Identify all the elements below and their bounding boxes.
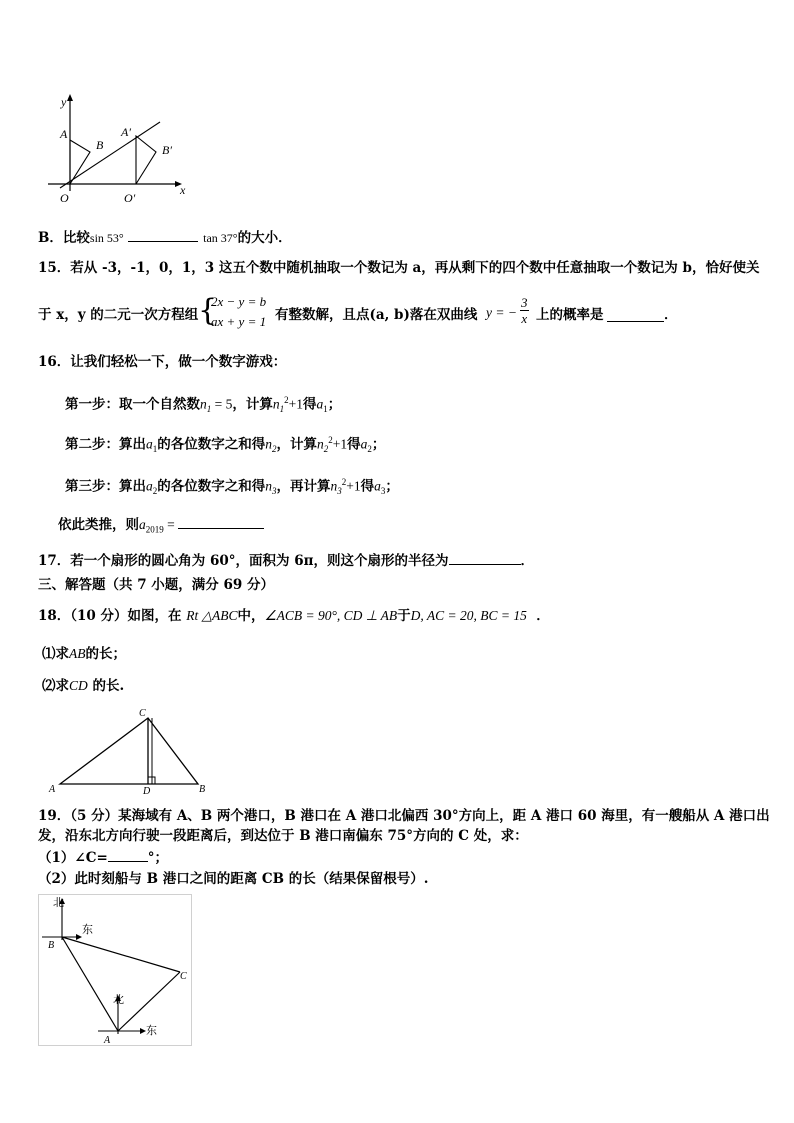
q14b-suffix: 的大小． [237, 230, 292, 246]
q16-conclusion [58, 514, 264, 540]
q15-line1: 15．若从 -3，-1，0，1，3 这五个数中随机抽取一个数记为 a，再从剩下的四个数中任意抽取一个数记为 b，恰好使关 [38, 260, 760, 276]
label-B: B [96, 138, 104, 152]
label-A: A [60, 127, 68, 141]
q16-step2-b: 的各位数字之和得 [157, 436, 266, 453]
fig19-east-B: 东 [82, 924, 93, 936]
triangle-ABC [60, 718, 198, 784]
q16-step1-end: ； [327, 396, 342, 413]
fig19-label-C: C [180, 971, 187, 982]
q15-eq2: ax + y = 1 [211, 314, 267, 329]
q16-step3-res-sub: 3 [380, 486, 386, 497]
q15-eq1: 2x − y = b [211, 294, 267, 309]
y-axis-arrow-icon [67, 94, 73, 101]
q16-step1-n: n [200, 396, 207, 412]
q16-step2-a: 第二步：算出 [65, 436, 146, 453]
q19-line1: 19．（5 分）某海域有 A、B 两个港口，B 港口在 A 港口北偏西 30°方向上，距 A 港口 60 海里，有一艘船从 A 港口出 [38, 808, 770, 824]
fig18-label-A: A [49, 784, 56, 795]
q18-end: ． [536, 608, 550, 624]
equation-brace-icon: { [198, 293, 218, 328]
q18-cond2: , AC = 20, BC = 15 [420, 608, 527, 623]
q16-step1-n2: n [272, 396, 280, 412]
q16-conclusion-var: a [139, 517, 146, 532]
label-B-prime: B′ [162, 143, 172, 157]
fig19-north-A: 北 [113, 994, 124, 1006]
q16-step3-n: n [265, 478, 272, 494]
q16-step3-n2: n [330, 478, 338, 494]
q15-frac-num: 3 [521, 295, 528, 310]
fig18-label-D: D [143, 786, 151, 796]
q18-part1 [42, 644, 126, 664]
q16-blank [178, 514, 264, 529]
triangle-figure-ABC [44, 706, 216, 796]
q16-step3-n-sub2: 3 [337, 486, 342, 497]
q16-step3-d: 得 [360, 478, 375, 495]
q15-hyperbola-lhs: y = − [486, 305, 517, 320]
q16-step2-var-sub: 1 [152, 444, 158, 455]
q15-line2-suffix: 上的概率是 [536, 307, 604, 323]
q16-step3-end: ； [385, 478, 399, 495]
q15-line2-prefix: 于 x，y 的二元一次方程组 [38, 307, 199, 323]
q16-step3-a: 第三步：算出 [65, 478, 146, 495]
q17-blank [449, 550, 521, 565]
q16-step2-n2: n [317, 436, 324, 452]
q16-step3-b: 的各位数字之和得 [157, 478, 266, 495]
label-A-prime: A′ [121, 125, 131, 139]
q16-step1-a: 第一步：取一个自然数 [65, 396, 200, 413]
q16-conclusion-a: 依此类推，则 [58, 517, 139, 533]
q15-frac-den: x [521, 311, 528, 326]
fig18-label-B: B [199, 784, 206, 795]
q16-step2-n: n [265, 436, 272, 452]
q16-step2-d: 得 [347, 436, 361, 453]
question-18 [38, 606, 550, 626]
q16-step2-sup: 2 [328, 435, 333, 445]
q16-step1-sub2: 1 [279, 404, 285, 415]
q16-intro: 16．让我们轻松一下，做一个数字游戏： [38, 354, 287, 370]
q16-step1-eq: = 5 [211, 396, 233, 412]
q16-step3-var-sub: 2 [152, 486, 158, 497]
q18-part1-a: ⑴求 [42, 646, 69, 662]
q18-part2-b: 的长. [87, 678, 125, 694]
fig19-east-A: 东 [146, 1025, 157, 1037]
q16-step2-n-sub: 2 [272, 444, 277, 455]
q16-step3-var: a [146, 478, 153, 494]
q19-part1-b: °； [147, 850, 169, 866]
q18-rt: Rt △ABC [186, 608, 238, 623]
q16-step1-sup: 2 [284, 395, 289, 405]
q16-step3-expr: +1 [346, 478, 361, 494]
q18-prefix: 18．（10 分）如图，在 [38, 608, 182, 624]
q14b-tan: tan 37° [203, 231, 238, 245]
q16-step2-expr: +1 [332, 436, 348, 452]
q16-step1-expr: +1 [288, 396, 303, 412]
q14b-blank [128, 227, 198, 242]
q16-conclusion-eq: = [163, 517, 179, 532]
q16-step2-res-sub: 2 [367, 444, 372, 455]
question-14b [38, 227, 292, 248]
q16-step1-b: ，计算 [232, 396, 273, 413]
q16-step1-res: a [316, 396, 324, 412]
q16-conclusion-sub: 2019 [145, 524, 164, 535]
q15-line2-mid: 有整数解，且点(a, b)落在双曲线 [275, 307, 478, 323]
fig18-label-C: C [139, 708, 146, 719]
fig19-label-A: A [104, 1035, 111, 1046]
q18-part2-var: CD [69, 678, 88, 693]
q18-part1-b: 的长； [85, 646, 126, 662]
q17-text: 17．若一个扇形的圆心角为 60°，面积为 6π，则这个扇形的半径为 [38, 553, 449, 569]
fig19-label-B: B [48, 940, 55, 951]
label-x: x [180, 183, 186, 197]
q16-step2-res: a [360, 436, 368, 452]
triangle-O1A1B1 [136, 136, 156, 184]
q16-step2 [65, 430, 385, 459]
segment-AC [118, 972, 180, 1031]
q19-line2: 发，沿东北方向行驶一段距离后，到达位于 B 港口南偏东 75°方向的 C 处，求： [38, 828, 528, 844]
label-y: y [61, 95, 67, 109]
q16-step3 [65, 472, 399, 501]
q16-step1-sub: 1 [206, 404, 212, 415]
section-3-title: 三、解答题（共 7 小题，满分 69 分） [38, 577, 274, 593]
q18-mid1: 中， [237, 608, 265, 624]
label-O: O [60, 191, 69, 205]
q18-d: D [410, 608, 421, 623]
triangle-OAB [70, 140, 90, 184]
coordinate-figure [40, 92, 200, 208]
q15-end: ． [664, 307, 678, 323]
q18-part2-a: ⑵求 [42, 678, 69, 694]
q16-step2-var: a [146, 436, 153, 452]
q18-mid2: 于 [397, 608, 411, 624]
q19-part2: （2）此时刻船与 B 港口之间的距离 CB 的长（结果保留根号）. [38, 871, 429, 887]
q17-end: ． [520, 553, 534, 569]
label-O-prime: O′ [124, 191, 136, 205]
q15-fraction [520, 295, 529, 326]
q15-blank [607, 307, 664, 322]
q16-step2-end: ； [371, 436, 386, 453]
fig19-north-B: 北 [53, 897, 64, 909]
q19-blank [108, 847, 148, 862]
q16-step3-sup: 2 [341, 477, 347, 487]
diagonal-line [60, 122, 160, 188]
q18-cond1: ∠ACB = 90°, CD ⊥ AB [264, 608, 398, 623]
q16-step2-n-sub2: 2 [323, 444, 329, 455]
q16-step1-c: 得 [303, 396, 317, 413]
q18-part2 [42, 676, 124, 696]
q16-step1 [65, 390, 341, 419]
q16-step2-c: ，计算 [276, 436, 317, 453]
q16-step3-res: a [374, 478, 381, 494]
q18-part1-var: AB [69, 646, 86, 661]
navigation-figure [38, 894, 192, 1046]
q16-step3-n-sub: 3 [272, 486, 277, 497]
question-17 [38, 550, 534, 571]
q19-part1-a: （1）∠C= [38, 850, 108, 866]
q14b-sin: sin 53° [89, 231, 124, 245]
q14b-prefix: B．比较 [38, 230, 90, 246]
q16-step1-res-sub: 1 [323, 404, 328, 415]
q19-part1 [38, 847, 168, 868]
q16-step3-c: ，再计算 [276, 478, 331, 495]
